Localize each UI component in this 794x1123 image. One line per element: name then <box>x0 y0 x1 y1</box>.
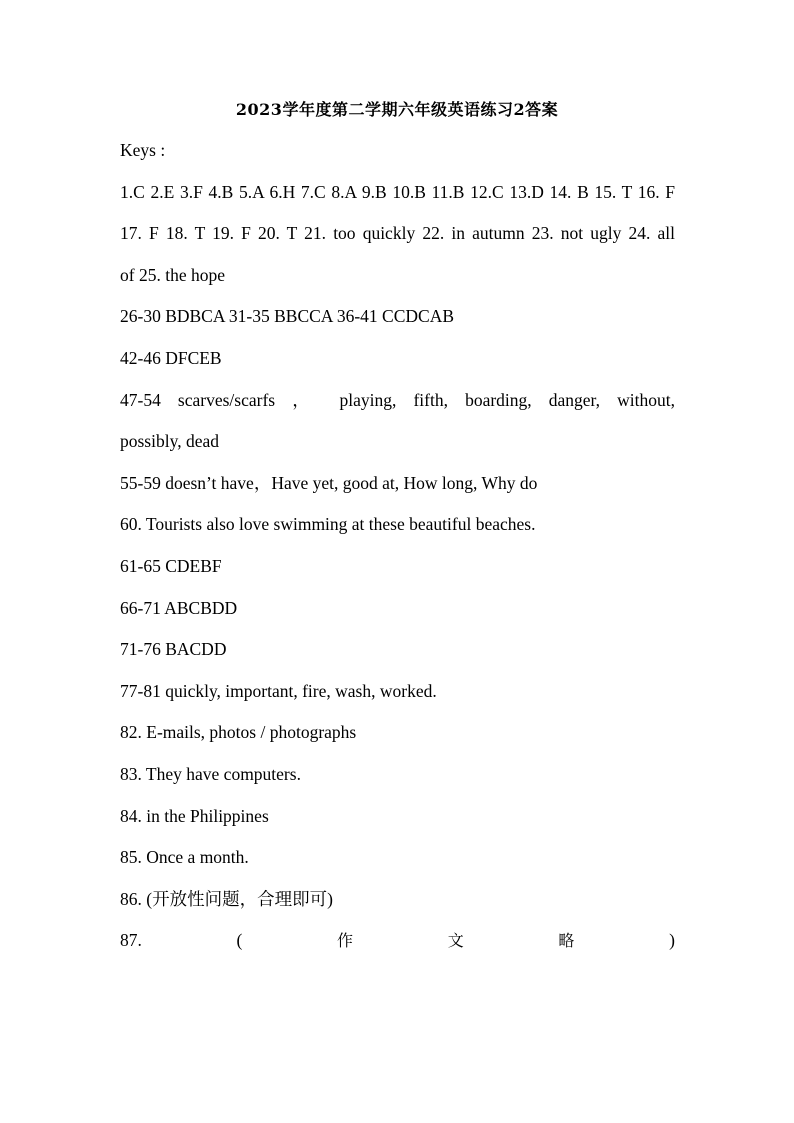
answer-line-5: 42-46 DFCEB <box>120 347 222 368</box>
answer-line-4: 26-30 BDBCA 31-35 BBCCA 36-41 CCDCAB <box>120 306 455 327</box>
answer-line-10: 61-65 CDEBF <box>120 555 222 576</box>
last-line-char-1: 作 <box>337 931 354 951</box>
answer-content <box>120 130 675 962</box>
answer-line-16: 84. in the Philippines <box>120 805 269 826</box>
answer-line-6: 47-54 scarves/scarfs ， playing, fifth, boarding, danger, without, <box>120 389 675 410</box>
last-line-close-paren: ) <box>669 930 675 951</box>
answer-line-15: 83. They have computers. <box>120 763 301 784</box>
answer-line-9: 60. Tourists also love swimming at these beautiful beaches. <box>120 514 536 535</box>
document-title: 2023学年度第二学期六年级英语练习2答案 <box>235 100 559 119</box>
answer-line-8: 55-59 doesn’t have，Have yet, good at, How long, Why do <box>120 472 538 493</box>
answer-line-13: 77-81 quickly, important, fire, wash, worked. <box>120 680 437 701</box>
last-line-char-3: 略 <box>558 931 575 951</box>
answer-line-11: 66-71 ABCBDD <box>120 597 238 618</box>
answer-line-2: 17. F 18. T 19. F 20. T 21. too quickly 22. in autumn 23. not ugly 24. all <box>120 223 675 244</box>
answer-line-14: 82. E-mails, photos / photographs <box>120 722 357 743</box>
answer-line-19 <box>120 920 675 962</box>
answer-line-3: of 25. the hope <box>120 264 225 285</box>
answer-line-18: 86. (开放性问题，合理即可) <box>120 888 333 909</box>
last-line-char-2: 文 <box>447 931 464 951</box>
answer-line-12: 71-76 BACDD <box>120 639 227 660</box>
answer-line-17: 85. Once a month. <box>120 847 249 868</box>
answer-line-1: 1.C 2.E 3.F 4.B 5.A 6.H 7.C 8.A 9.B 10.B 11.B 12.C 13.D 14. B 15. T 16. F <box>120 181 675 202</box>
last-line-open-paren: ( <box>236 930 243 951</box>
keys-label: Keys : <box>120 140 166 160</box>
last-line-number: 87. <box>120 930 142 951</box>
answer-line-7: possibly, dead <box>120 431 219 452</box>
